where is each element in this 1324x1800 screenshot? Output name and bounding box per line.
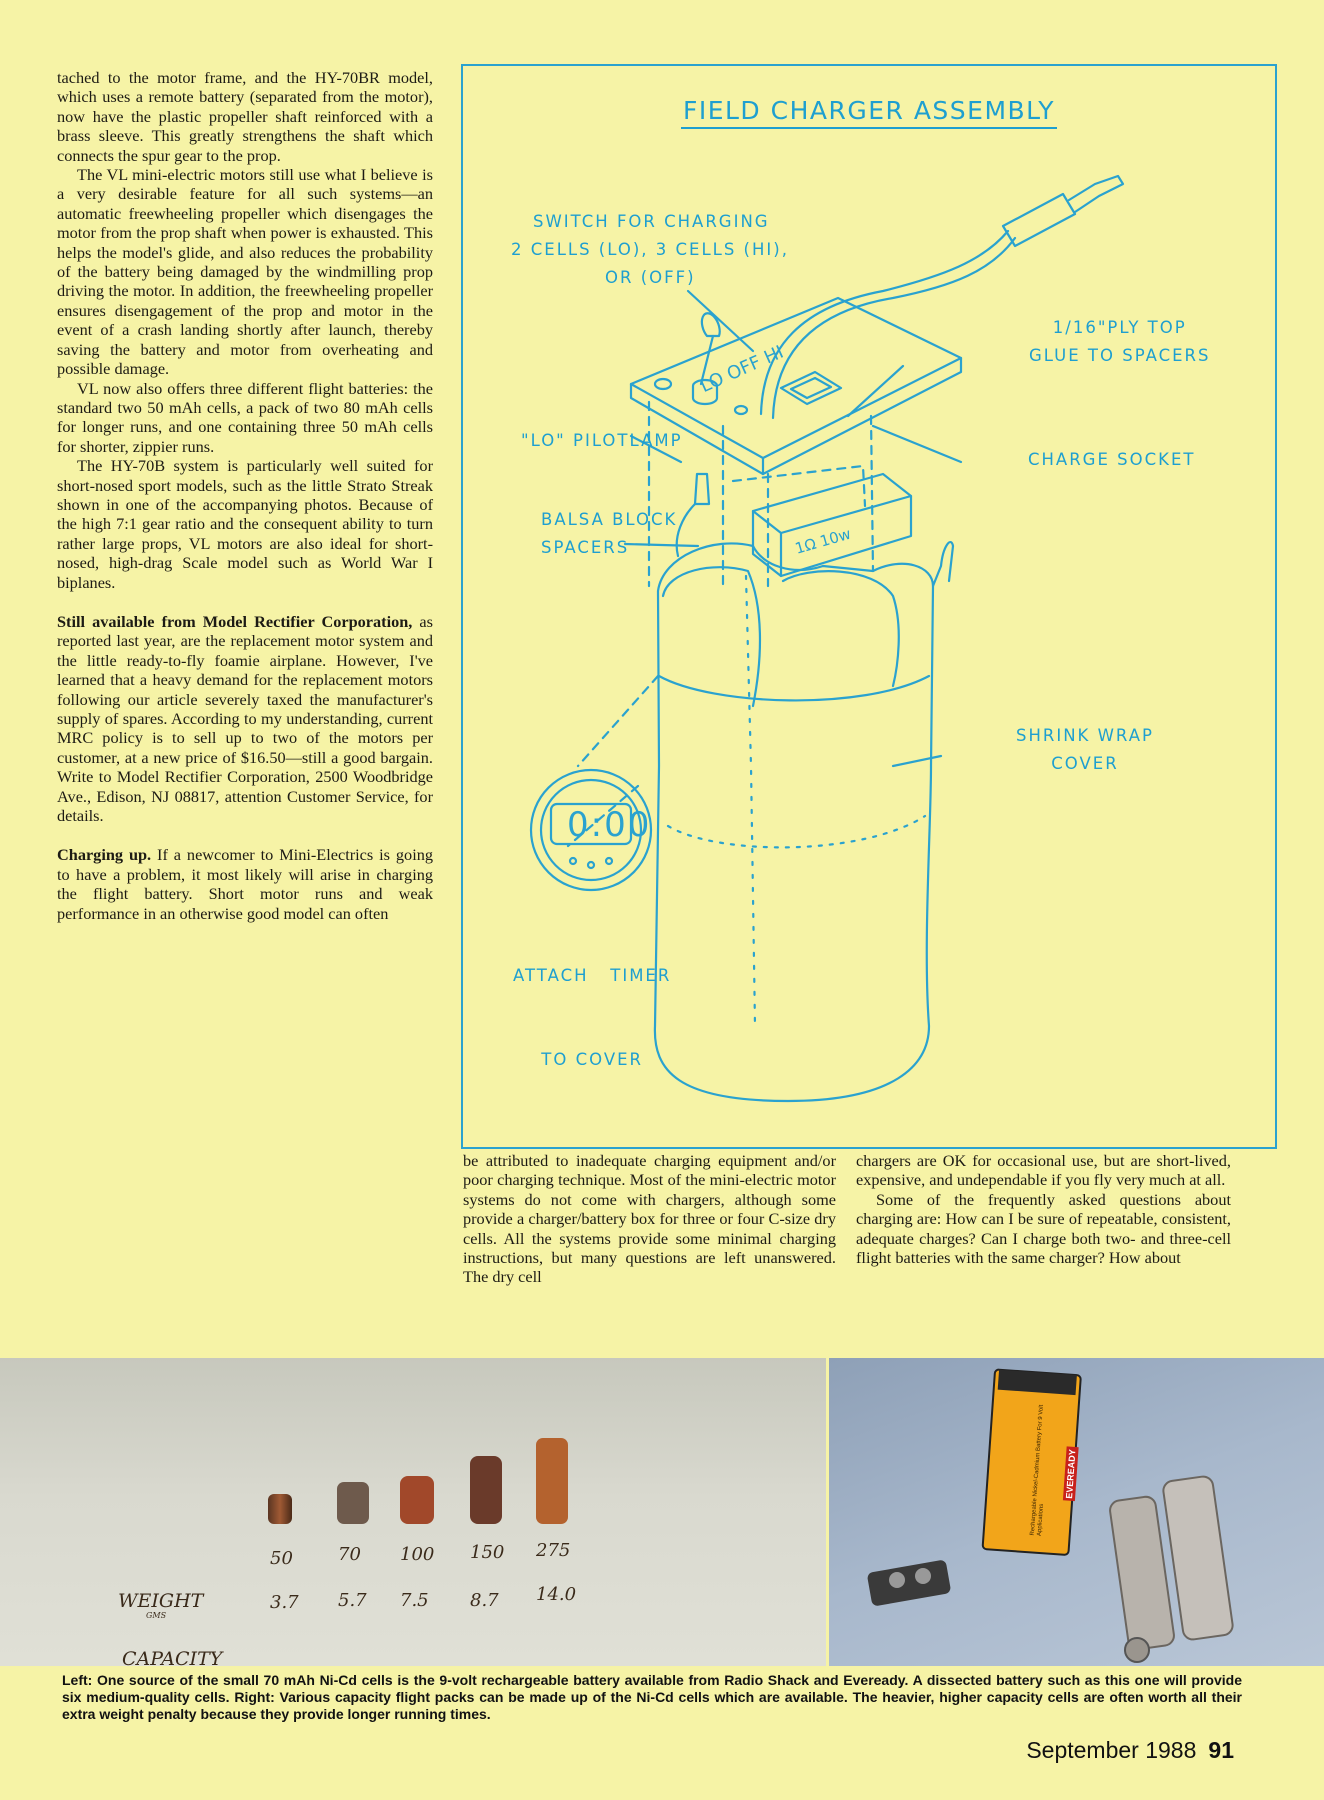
pilot-lamp-label: "LO" PILOTLAMP xyxy=(521,431,683,450)
switch-plate-text: LO OFF HI xyxy=(697,341,787,398)
balsa-block xyxy=(753,474,911,576)
page-number: 91 xyxy=(1208,1737,1234,1763)
battery-text: Rechargeable Nickel-Cadmium Battery For 9 Volt Applications xyxy=(1029,1404,1046,1537)
middle-text-column xyxy=(463,1151,836,1287)
paragraph: The HY-70B system is particularly well suited for short-nosed sport models, such as the little Strato Streak shown in one of the accompanying photos. Because of the high 7:1 gear ratio and the consequent ability to turn rather large props, VL motors are also ideal for short-nosed, high-drag Scale model such as World War I biplanes. xyxy=(57,456,433,592)
timer-display: 0:00 xyxy=(567,805,652,845)
photo-caption: Left: One source of the small 70 mAh Ni-Cd cells is the 9-volt rechargeable battery available from Radio Shack and Eveready. A dissected battery such as this one will provide six medium-quality cells. Right: Various capacity flight packs can be made up of the Ni-Cd cells which are available. The heavier, higher capacity cells are often worth all their extra weight penalty because they provide longer running times. xyxy=(62,1672,1242,1722)
balsa-spacers-label: BALSA BLOCK SPACERS xyxy=(541,510,678,557)
charge-socket xyxy=(781,372,841,404)
issue-date: September 1988 xyxy=(1026,1737,1197,1763)
paragraph-body: as reported last year, are the replacement motor system and the little ready-to-fly foamie airplane. However, I've learned that a heavy demand for the replacement motors following our article severely taxed the manufacturer's supply of spares. According to my understanding, current MRC policy is to sell up to two of the motors per customer, at a new price of $16.50—still a good bargain. Write to Model Rectifier Corporation, 2500 Woodbridge Ave., Edison, NJ 08817, attention Customer Service, for details. xyxy=(57,611,433,826)
shrink-wrap-cover xyxy=(655,543,933,1101)
cell-comparison-photo: CAPACITY WEIGHT GMS 50 70 100 150 275 3.7 5.7 7.5 8.7 14.0 xyxy=(0,1358,826,1666)
battery-brand: EVEREADY xyxy=(1063,1447,1079,1501)
switch-leader xyxy=(688,291,753,351)
paragraph xyxy=(57,845,433,923)
figure-title: FIELD CHARGER ASSEMBLY xyxy=(463,96,1275,125)
field-charger-figure xyxy=(461,64,1277,1149)
timer-label: ATTACH TIMER TO COVER xyxy=(513,966,672,1069)
paragraph: chargers are OK for occasional use, but are short-lived, expensive, and undependable if you fly very much at all. xyxy=(856,1151,1231,1190)
ply-top-label: 1/16"PLY TOP GLUE TO SPACERS xyxy=(1029,318,1211,365)
battery-drawing xyxy=(829,1358,1324,1666)
run-in-heading: Charging up. xyxy=(57,845,152,865)
paragraph: be attributed to inadequate charging equipment and/or poor charging technique. Most of the mini-electric motor systems do not come with chargers, although some provide a charger/battery box for three or four C-size dry cells. All the systems provide some minimal charging instructions, but many questions are left unanswered. The dry cell xyxy=(463,1151,836,1287)
right-text-column xyxy=(856,1151,1231,1267)
pilot-lamp xyxy=(695,474,709,504)
weight-label-block: WEIGHT GMS xyxy=(118,1590,204,1620)
run-in-heading: Still available from Model Rectifier Corporation, xyxy=(57,611,413,631)
charge-socket-label: CHARGE SOCKET xyxy=(1028,450,1196,469)
capacity-label: CAPACITY xyxy=(122,1648,223,1666)
switch-label: SWITCH FOR CHARGING 2 CELLS (LO), 3 CELLS (HI), OR (OFF) xyxy=(511,212,789,287)
socket-leader xyxy=(873,426,961,462)
page-footer xyxy=(1026,1737,1234,1764)
resistor-text: 1Ω 10w xyxy=(793,524,853,558)
paragraph: tached to the motor frame, and the HY-70BR model, which uses a remote battery (separated from the motor), now have the plastic propeller shaft reinforced with a brass sleeve. This greatly strengthens the shaft which connects the spur gear to the prop. xyxy=(57,68,433,165)
paragraph-body: If a newcomer to Mini-Electrics is going to have a problem, it most likely will arise in charging the flight battery. Short motor runs and weak performance in an otherwise good model can often xyxy=(57,845,434,923)
shrink-leader xyxy=(893,756,941,766)
paragraph: Some of the frequently asked questions about charging are: How can I be sure of repeatable, consistent, adequate charges? Can I charge both two- and three-cell flight batteries with the same charger? How about xyxy=(856,1189,1231,1268)
paragraph xyxy=(57,612,433,825)
flight-packs-photo xyxy=(829,1358,1324,1666)
shrink-wrap-label: SHRINK WRAP COVER xyxy=(1016,726,1154,773)
cell-packs xyxy=(1109,1475,1234,1662)
left-text-column xyxy=(57,68,433,923)
paragraph: The VL mini-electric motors still use what I believe is a very desirable feature for all such systems—an automatic freewheeling propeller which disengages the motor from the prop shaft when power is exhausted. This helps the model's glide, and also reduces the probability of the battery being damaged by the windmilling prop driving the motor. In addition, the freewheeling propeller ensures disengagement of the prop and motor in the event of a crash landing shortly after launch, thereby saving the battery and motor from overheating and possible damage. xyxy=(57,165,433,379)
paragraph: VL now also offers three different flight batteries: the standard two 50 mAh cells, a pack of two 80 mAh cells for longer runs, and one containing three 50 mAh cells for shorter, zippier runs. xyxy=(57,378,433,456)
nicd-cells xyxy=(268,1438,568,1524)
battery-snap xyxy=(867,1559,952,1606)
